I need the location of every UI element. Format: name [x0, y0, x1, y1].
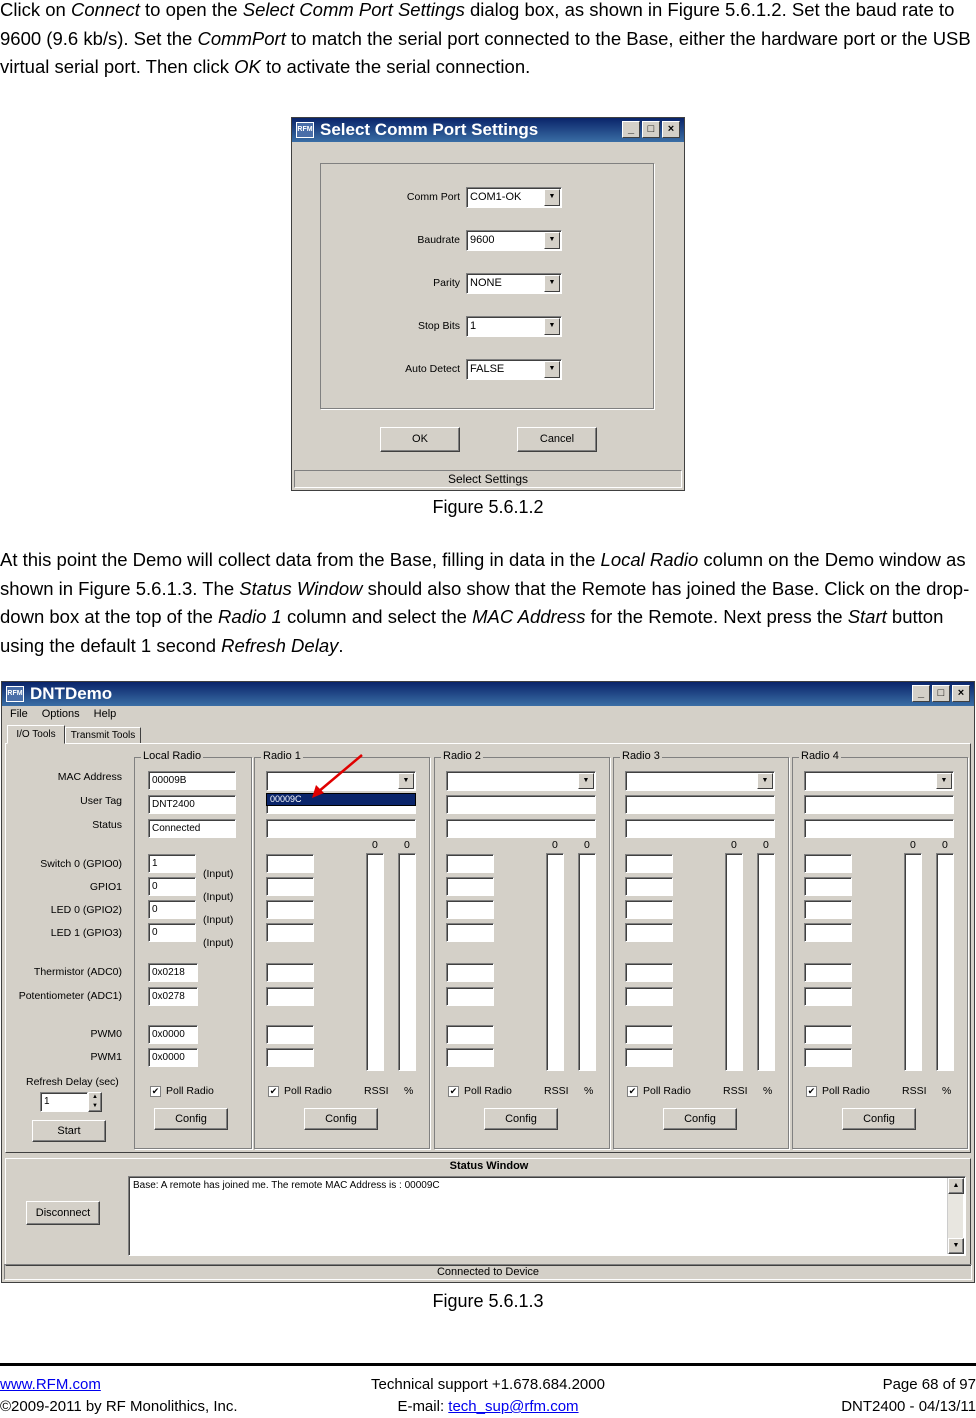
poll-radio-checkbox[interactable]: ✔ [628, 1086, 637, 1096]
auto-detect-label: Auto Detect [405, 363, 460, 375]
chevron-down-icon[interactable]: ▼ [936, 773, 952, 789]
disconnect-button[interactable]: Disconnect [26, 1201, 100, 1225]
chevron-down-icon[interactable]: ▼ [544, 361, 560, 378]
radio-value-field[interactable] [625, 1048, 673, 1067]
radio-value-field[interactable] [266, 987, 314, 1006]
percent-bar [398, 853, 416, 1071]
switch0-label: Switch 0 (GPIO0) [40, 858, 122, 870]
percent-value: 0 [584, 839, 590, 851]
radio-title: Radio 1 [263, 750, 301, 762]
percent-value: 0 [404, 839, 410, 851]
dropdown-option-mac[interactable]: 00009C [267, 794, 415, 805]
radio-value-field[interactable] [625, 1025, 673, 1044]
chevron-down-icon[interactable]: ▼ [544, 232, 560, 249]
rssi-value: 0 [731, 839, 737, 851]
maximize-icon[interactable]: □ [642, 121, 660, 138]
local-adc0-field: 0x0218 [148, 963, 198, 982]
poll-radio-checkbox[interactable]: ✔ [269, 1086, 278, 1096]
radio-status-field [266, 819, 416, 838]
scroll-up-icon[interactable]: ▲ [948, 1178, 964, 1194]
rssi-bar [366, 853, 384, 1071]
dntdemo-window [1, 681, 975, 1283]
local-gpio3-field[interactable]: 0 [148, 923, 196, 942]
auto-detect-select[interactable]: FALSE ▼ [466, 359, 562, 380]
poll-radio-label: Poll Radio [464, 1085, 512, 1097]
rssi-value: 0 [372, 839, 378, 851]
input-label: (Input) [203, 891, 234, 903]
local-gpio0-field[interactable]: 1 [148, 854, 196, 873]
radio-config-button[interactable]: Config [484, 1108, 558, 1130]
percent-bar [757, 853, 775, 1071]
dialog-statusbar: Select Settings [294, 470, 682, 488]
copyright: ©2009-2011 by RF Monolithics, Inc. [0, 1398, 238, 1415]
comm-port-label: Comm Port [406, 191, 460, 203]
radio-value-field[interactable] [804, 1048, 852, 1067]
tab-io-tools[interactable]: I/O Tools [7, 725, 65, 744]
radio-value-field[interactable] [446, 963, 494, 982]
rssi-bar [725, 853, 743, 1071]
rssi-bar [546, 853, 564, 1071]
rssi-bar [904, 853, 922, 1071]
intro-paragraph: Click on Connect to open the Select Comm Port Settings dialog box, as shown in Figure 5.6.1.2. Set the baud rate to 9600 (9.6 kb/s). Set the CommPort to match the serial port connected to the Base, either the hardware port or the USB virtual serial port. Then click OK to activate the serial connection. [0, 0, 971, 77]
rssi-value: 0 [552, 839, 558, 851]
percent-label: % [584, 1085, 594, 1097]
stop-bits-label: Stop Bits [417, 320, 460, 332]
rssi-label: RSSI [723, 1085, 748, 1097]
poll-radio-label: Poll Radio [822, 1085, 870, 1097]
chevron-down-icon[interactable]: ▼ [544, 275, 560, 292]
radio-value-field[interactable] [446, 1048, 494, 1067]
chevron-down-icon[interactable]: ▼ [398, 773, 414, 789]
dialog-titlebar [292, 118, 684, 142]
radio-value-field[interactable] [625, 877, 673, 896]
menu-help[interactable]: Help [93, 708, 117, 720]
local-user-tag-field[interactable]: DNT2400 [148, 795, 236, 814]
thermistor-label: Thermistor (ADC0) [33, 966, 122, 978]
radio-value-field[interactable] [266, 900, 314, 919]
poll-radio-label: Poll Radio [166, 1085, 214, 1097]
menu-options[interactable]: Options [41, 708, 80, 720]
percent-label: % [942, 1085, 952, 1097]
radio-value-field[interactable] [446, 854, 494, 873]
mac-address-label: MAC Address [57, 771, 122, 783]
radio-status-field [804, 819, 954, 838]
percent-value: 0 [763, 839, 769, 851]
percent-label: % [404, 1085, 414, 1097]
led0-label: LED 0 (GPIO2) [50, 904, 122, 916]
radio-user-tag-field[interactable] [625, 795, 775, 814]
tab-transmit-tools[interactable]: Transmit Tools [65, 727, 141, 744]
radio-value-field[interactable] [266, 854, 314, 873]
radio-value-field[interactable] [266, 1048, 314, 1067]
percent-value: 0 [942, 839, 948, 851]
radio-value-field[interactable] [625, 923, 673, 942]
baudrate-select[interactable]: 9600 ▼ [466, 230, 562, 251]
rssi-label: RSSI [902, 1085, 927, 1097]
parity-select[interactable]: NONE ▼ [466, 273, 562, 294]
ok-button[interactable]: OK [380, 427, 460, 452]
radio-value-field[interactable] [625, 854, 673, 873]
chevron-down-icon[interactable]: ▼ [544, 318, 560, 335]
chevron-down-icon[interactable]: ▼ [578, 773, 594, 789]
radio-value-field[interactable] [804, 854, 852, 873]
minimize-icon[interactable]: _ [912, 685, 930, 702]
menu-file[interactable]: File [10, 708, 28, 720]
second-paragraph: At this point the Demo will collect data from the Base, filling in data in the Local Radio column on the Demo window as shown in Figure 5.6.1.3. The Status Window should also show that the Remote has joined the Base. Click on the drop-down box at the top of the Radio 1 column and select the MAC Address for the Remote. Next press the Start button using the default 1 second Refresh Delay. [0, 549, 970, 656]
chevron-down-icon[interactable]: ▼ [757, 773, 773, 789]
radio-user-tag-field[interactable] [446, 795, 596, 814]
status-label: Status [92, 819, 122, 831]
minimize-icon[interactable]: _ [622, 121, 640, 138]
gpio1-label: GPIO1 [89, 881, 122, 893]
doc-id: DNT2400 - 04/13/11 [841, 1398, 976, 1415]
radio-status-field [625, 819, 775, 838]
app-icon: RFM [6, 686, 24, 702]
input-label: (Input) [203, 914, 234, 926]
annotation-arrow-icon [302, 752, 372, 802]
start-button[interactable]: Start [32, 1120, 106, 1142]
baudrate-label: Baudrate [417, 234, 460, 246]
poll-radio-checkbox[interactable]: ✔ [807, 1086, 816, 1096]
footer-right [841, 1374, 976, 1418]
local-config-button[interactable]: Config [154, 1108, 228, 1130]
radio-value-field[interactable] [446, 1025, 494, 1044]
radio-value-field[interactable] [804, 963, 852, 982]
demo-title: DNTDemo [30, 684, 113, 703]
radio-value-field[interactable] [446, 987, 494, 1006]
demo-statusbar: Connected to Device [4, 1264, 972, 1280]
radio-value-field[interactable] [266, 923, 314, 942]
radio-value-field[interactable] [266, 1025, 314, 1044]
cancel-button[interactable]: Cancel [517, 427, 597, 452]
pwm1-label: PWM1 [90, 1051, 122, 1063]
radio-value-field[interactable] [446, 877, 494, 896]
local-mac-field[interactable]: 00009B [148, 771, 236, 790]
radio-title: Radio 3 [622, 750, 660, 762]
rssi-label: RSSI [544, 1085, 569, 1097]
radio-mac-select[interactable] [625, 771, 775, 791]
figure-caption-2: Figure 5.6.1.3 [432, 1291, 544, 1311]
local-pwm0-field[interactable]: 0x0000 [148, 1025, 198, 1044]
demo-titlebar [2, 682, 974, 706]
comm-port-select[interactable]: COM1-OK ▼ [466, 187, 562, 208]
percent-bar [578, 853, 596, 1071]
poll-radio-label: Poll Radio [284, 1085, 332, 1097]
rssi-value: 0 [910, 839, 916, 851]
radio-status-field [446, 819, 596, 838]
input-label: (Input) [203, 868, 234, 880]
rfm-link[interactable]: www.RFM.com [0, 1376, 101, 1393]
status-window-title: Status Window [449, 1160, 529, 1172]
radio-value-field[interactable] [804, 877, 852, 896]
radio-value-field[interactable] [804, 987, 852, 1006]
user-tag-label: User Tag [80, 795, 122, 807]
local-gpio2-field[interactable]: 0 [148, 900, 196, 919]
close-icon[interactable]: × [662, 121, 680, 138]
footer-rule [0, 1363, 976, 1366]
radio-value-field[interactable] [804, 900, 852, 919]
refresh-delay-input[interactable]: 1 [40, 1092, 88, 1112]
potentiometer-label: Potentiometer (ADC1) [18, 990, 122, 1002]
page-number: Page 68 of 97 [882, 1376, 976, 1393]
radio-mac-select[interactable] [446, 771, 596, 791]
comm-port-dialog [291, 117, 685, 491]
local-status-field: Connected [148, 819, 236, 838]
stop-bits-select[interactable]: 1 ▼ [466, 316, 562, 337]
local-radio-title: Local Radio [143, 750, 202, 762]
refresh-delay-label: Refresh Delay (sec) [26, 1076, 119, 1088]
maximize-icon[interactable]: □ [932, 685, 950, 702]
support-phone: Technical support +1.678.684.2000 [371, 1376, 605, 1393]
app-icon: RFM [296, 122, 314, 138]
local-gpio1-field[interactable]: 0 [148, 877, 196, 896]
status-scrollbar[interactable] [947, 1178, 963, 1254]
radio-value-field[interactable] [266, 877, 314, 896]
input-label: (Input) [203, 937, 234, 949]
radio-user-tag-field[interactable] [804, 795, 954, 814]
radio-value-field[interactable] [446, 923, 494, 942]
figure-caption-1: Figure 5.6.1.2 [432, 497, 544, 517]
email-prefix: E-mail: [397, 1398, 449, 1415]
radio-title: Radio 4 [801, 750, 839, 762]
email-link[interactable]: tech_sup@rfm.com [448, 1398, 579, 1415]
poll-radio-label: Poll Radio [643, 1085, 691, 1097]
parity-label: Parity [433, 277, 460, 289]
percent-bar [936, 853, 954, 1071]
poll-radio-checkbox[interactable]: ✔ [449, 1086, 458, 1096]
radio-value-field[interactable] [804, 923, 852, 942]
local-poll-checkbox[interactable]: ✔ [151, 1086, 160, 1096]
percent-label: % [763, 1085, 773, 1097]
radio-value-field[interactable] [266, 963, 314, 982]
radio-value-field[interactable] [625, 987, 673, 1006]
led1-label: LED 1 (GPIO3) [50, 927, 122, 939]
refresh-spinner[interactable]: ▲ ▼ [88, 1092, 102, 1112]
radio-config-button[interactable]: Config [663, 1108, 737, 1130]
footer-left [0, 1374, 238, 1418]
status-window-text: Base: A remote has joined me. The remote MAC Address is : 00009C [128, 1176, 966, 1256]
dialog-title: Select Comm Port Settings [320, 120, 539, 139]
close-icon[interactable]: × [952, 685, 970, 702]
radio-config-button[interactable]: Config [304, 1108, 378, 1130]
pwm0-label: PWM0 [90, 1028, 122, 1040]
radio-value-field[interactable] [804, 1025, 852, 1044]
chevron-down-icon[interactable]: ▼ [544, 189, 560, 206]
local-adc1-field: 0x0278 [148, 987, 198, 1006]
radio-title: Radio 2 [443, 750, 481, 762]
radio-value-field[interactable] [625, 900, 673, 919]
scroll-down-icon[interactable]: ▼ [948, 1238, 964, 1254]
radio-value-field[interactable] [446, 900, 494, 919]
radio-value-field[interactable] [625, 963, 673, 982]
radio-config-button[interactable]: Config [842, 1108, 916, 1130]
radio-mac-select[interactable] [804, 771, 954, 791]
local-pwm1-field[interactable]: 0x0000 [148, 1048, 198, 1067]
rssi-label: RSSI [364, 1085, 389, 1097]
